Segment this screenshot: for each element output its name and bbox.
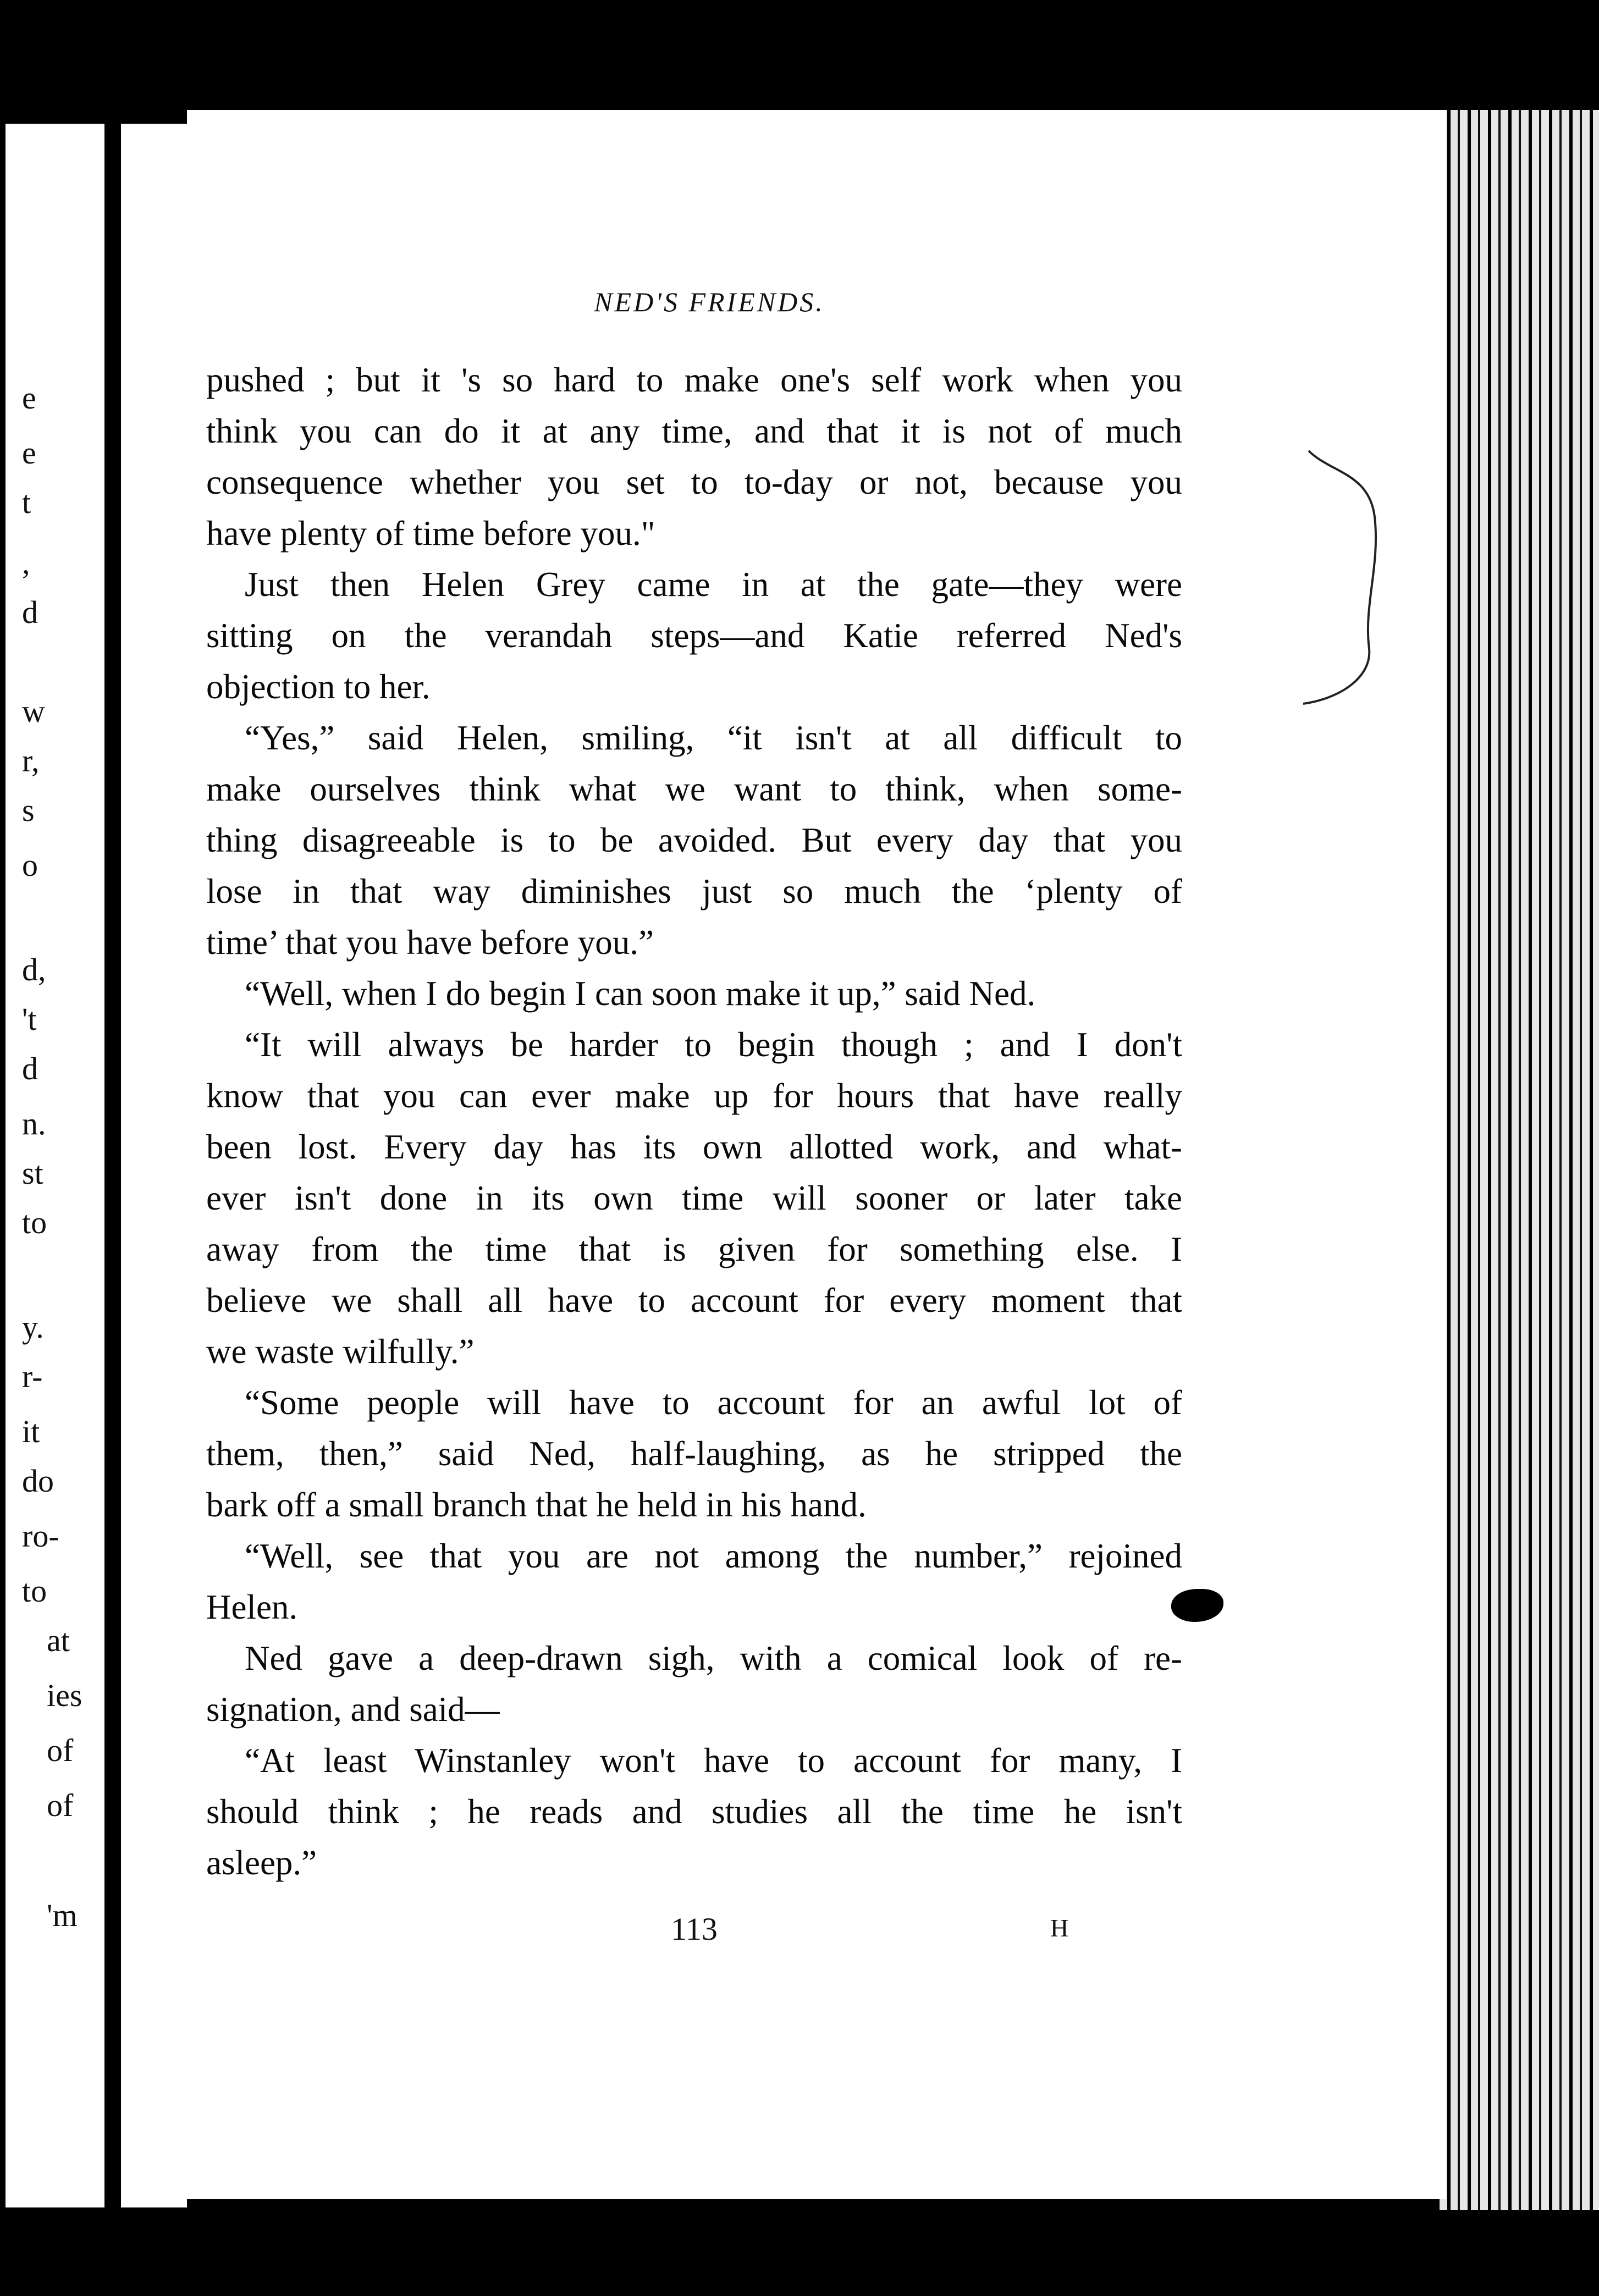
text-line: Helen. — [206, 1588, 298, 1626]
facing-page-fragment-text: 't — [22, 1001, 37, 1037]
page-number: 113 — [671, 1911, 718, 1947]
text-line: we waste wilfully.” — [206, 1332, 475, 1371]
text-line: “It will always be harder to begin though ; and I don't — [245, 1025, 1182, 1064]
facing-page-fragment-text: d — [22, 1051, 38, 1086]
text-line: lose in that way diminishes just so much the ‘plenty of — [206, 872, 1182, 910]
facing-page-text-fragments — [5, 124, 187, 2207]
facing-page-fragment-text: e — [22, 380, 36, 416]
facing-page-fragment-text: r- — [22, 1359, 43, 1394]
facing-page-fragment-text: to — [22, 1205, 47, 1240]
facing-page-fragment-text: it — [22, 1414, 40, 1449]
text-line: time’ that you have before you.” — [206, 923, 654, 962]
page-edge-texture — [1440, 110, 1599, 2210]
facing-page-fragment-text: o — [22, 847, 38, 883]
text-line: believe we shall all have to account for every moment that — [206, 1281, 1182, 1320]
text-line: bark off a small branch that he held in his hand. — [206, 1486, 867, 1524]
text-line: pushed ; but it 's so hard to make one's self work when you — [206, 361, 1182, 399]
text-line: “Well, see that you are not among the number,” rejoined — [245, 1537, 1182, 1575]
facing-page-fragment-text: , — [22, 545, 30, 581]
text-line: Just then Helen Grey came in at the gate—they were — [245, 565, 1182, 604]
binding-gutter — [104, 124, 121, 2207]
text-line: “At least Winstanley won't have to account for many, I — [245, 1741, 1182, 1780]
text-line: been lost. Every day has its own allotted work, and what- — [206, 1128, 1182, 1166]
facing-page-fragment-text: s — [22, 792, 35, 828]
facing-page-fragment-text: 'm — [47, 1897, 78, 1933]
text-line: Ned gave a deep-drawn sigh, with a comical look of re- — [245, 1639, 1182, 1677]
facing-page-fragment-text: r, — [22, 743, 40, 779]
text-line: consequence whether you set to to-day or not, because you — [206, 463, 1182, 501]
facing-page-fragment-text: do — [22, 1463, 54, 1499]
facing-page-fragment-text: e — [22, 435, 36, 471]
signature-mark: H — [1050, 1914, 1069, 1942]
facing-page-fragment-text: d, — [22, 952, 46, 987]
facing-page-fragment-text: t — [22, 484, 31, 520]
facing-page-fragment-text: w — [22, 693, 45, 729]
facing-page-fragment-text: at — [47, 1622, 70, 1658]
running-head: NED'S FRIENDS. — [594, 286, 825, 317]
text-line: “Yes,” said Helen, smiling, “it isn't at all difficult to — [245, 719, 1182, 757]
facing-page-fragment-text: d — [22, 594, 38, 630]
text-line: know that you can ever make up for hours that have really — [206, 1077, 1182, 1115]
text-line: think you can do it at any time, and that it is not of much — [206, 412, 1182, 450]
facing-page-fragment — [5, 124, 187, 2207]
text-line: signation, and said— — [206, 1690, 500, 1729]
facing-page-fragment-text: ies — [47, 1677, 82, 1713]
text-line: thing disagreeable is to be avoided. But every day that you — [206, 821, 1182, 859]
facing-page-fragment-text: of — [47, 1787, 74, 1823]
text-line: should think ; he reads and studies all the time he isn't — [206, 1792, 1182, 1831]
facing-page-fragment-text: st — [22, 1155, 43, 1191]
text-line: make ourselves think what we want to think, when some- — [206, 770, 1182, 808]
text-line: “Well, when I do begin I can soon make it up,” said Ned. — [245, 974, 1036, 1013]
text-line: them, then,” said Ned, half-laughing, as he stripped the — [206, 1434, 1182, 1473]
facing-page-fragment-text: y. — [22, 1309, 44, 1345]
facing-page-fragment-text: of — [47, 1732, 74, 1768]
text-line: sitting on the verandah steps—and Katie referred Ned's — [206, 616, 1182, 655]
facing-page-fragment-text: to — [22, 1573, 47, 1609]
text-line: objection to her. — [206, 667, 431, 706]
text-line: ever isn't done in its own time will sooner or later take — [206, 1179, 1182, 1217]
text-line: asleep.” — [206, 1844, 317, 1882]
facing-page-fragment-text: n. — [22, 1106, 46, 1141]
text-line: “Some people will have to account for an awful lot of — [245, 1383, 1182, 1422]
text-line: away from the time that is given for something else. I — [206, 1230, 1182, 1268]
text-line: have plenty of time before you." — [206, 514, 655, 553]
pencil-bracket-mark — [1298, 440, 1380, 715]
facing-page-fragment-text: ro- — [22, 1518, 59, 1554]
body-text — [206, 355, 1182, 1889]
